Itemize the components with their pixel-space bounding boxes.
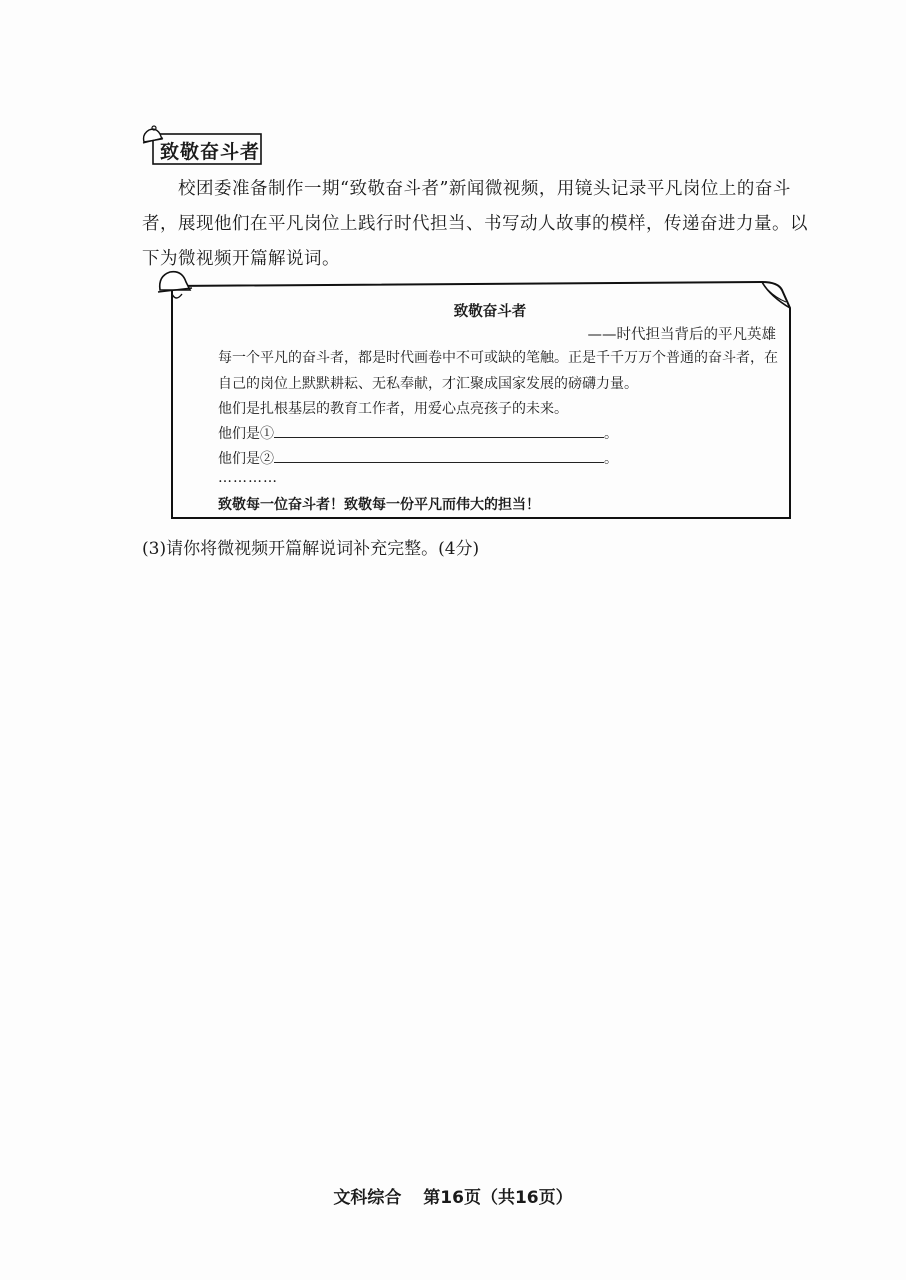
card-line-blank-2 [218, 448, 618, 468]
intro-paragraph: 校团委准备制作一期“致敬奋斗者”新闻微视频，用镜头记录平凡岗位上的奋斗者，展现他们在平凡岗位上践行时代担当、书写动人故事的模样，传递奋进力量。以下为微视频开篇解说词。 [142, 179, 808, 269]
card-ellipsis: ………… [218, 470, 278, 486]
footer-page-number: 第16页（共16页） [423, 1188, 573, 1208]
card-title: 致敬奋斗者 [453, 304, 527, 320]
blank-2-suffix: 。 [604, 451, 618, 467]
page-footer [0, 1183, 906, 1208]
blank-2-prefix: 他们是② [218, 451, 274, 467]
blank-1-suffix: 。 [604, 426, 618, 442]
answer-blank-2[interactable] [274, 448, 604, 463]
question-3: (3)请你将微视频开篇解说词补充完整。(4分) [142, 539, 480, 559]
card-subtitle: ——时代担当背后的平凡英雄 [587, 327, 776, 343]
card-paragraph [218, 345, 784, 397]
section-title: 致敬奋斗者 [160, 141, 261, 163]
footer-subject: 文科综合 [333, 1188, 402, 1208]
card-line-blank-1 [218, 423, 618, 443]
card-line-teachers: 他们是扎根基层的教育工作者，用爱心点亮孩子的未来。 [218, 401, 568, 417]
blank-1-prefix: 他们是① [218, 426, 274, 442]
answer-blank-1[interactable] [274, 423, 604, 438]
card-closing: 致敬每一位奋斗者！致敬每一份平凡而伟大的担当！ [218, 497, 540, 513]
card-paragraph-text: 每一个平凡的奋斗者，都是时代画卷中不可或缺的笔触。正是千千万万个普通的奋斗者，在自己的岗位上默默耕耘、无私奉献，才汇聚成国家发展的磅礴力量。 [218, 350, 778, 392]
